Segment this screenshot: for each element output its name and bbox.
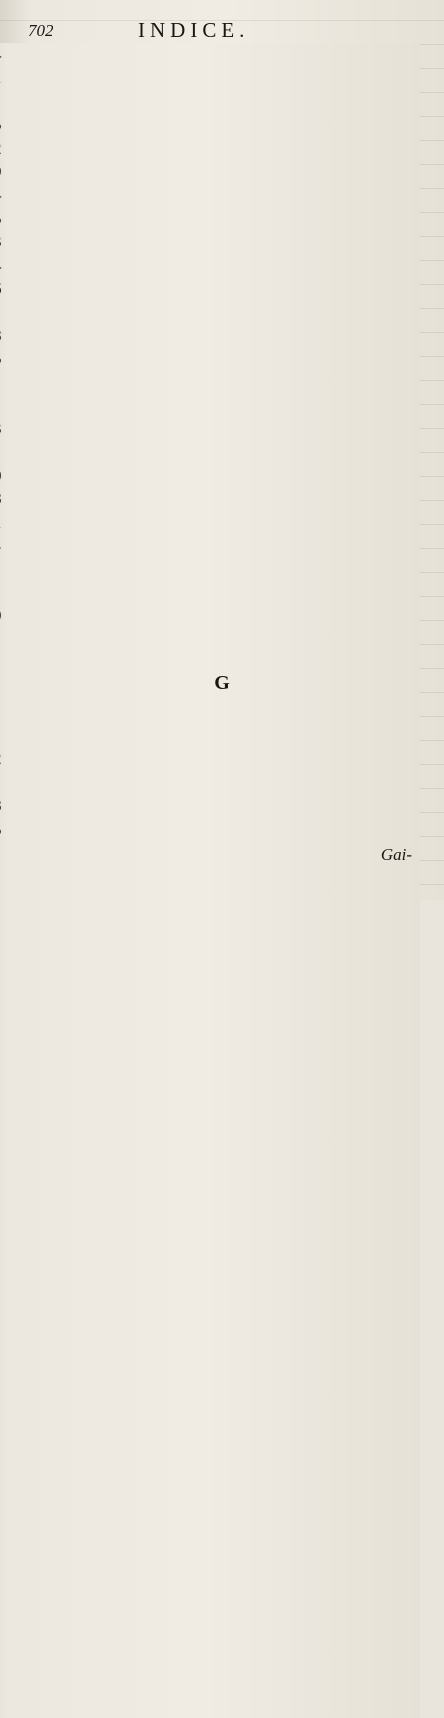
index-entry [32,137,420,160]
index-entry [32,724,420,747]
g-section-entries [32,724,420,841]
index-entry [32,794,420,817]
index-entry [32,511,420,534]
index-entry [32,160,420,183]
index-entry [32,183,420,206]
index-entry [32,230,420,253]
page-header [28,18,416,42]
index-entry [32,394,420,417]
index-entry [32,90,420,113]
index-entry [32,581,420,604]
index-entry [32,324,420,347]
index-entry [32,254,420,277]
index-entry [32,487,420,510]
index-entry [32,347,420,370]
entry-page-number [0,818,420,1718]
index-entry [32,66,420,89]
index-entry [32,277,420,300]
index-entries [32,43,420,628]
index-entry [32,207,420,230]
catchword: Gai- [380,845,412,864]
index-entry [32,534,420,557]
page-footer [0,845,444,865]
index-entry [32,771,420,794]
running-title: INDICE. [138,18,250,42]
index-entry [32,300,420,323]
index-entry [32,604,420,627]
index-entry [32,441,420,464]
index-entry [32,818,420,841]
index-entry [32,747,420,770]
index-entry [32,558,420,581]
index-entry [32,113,420,136]
index-entry [32,43,420,66]
index-entry [32,370,420,393]
index-entry [32,417,420,440]
page-number: 702 [28,21,54,40]
index-entry [32,464,420,487]
section-heading: G [214,672,230,694]
